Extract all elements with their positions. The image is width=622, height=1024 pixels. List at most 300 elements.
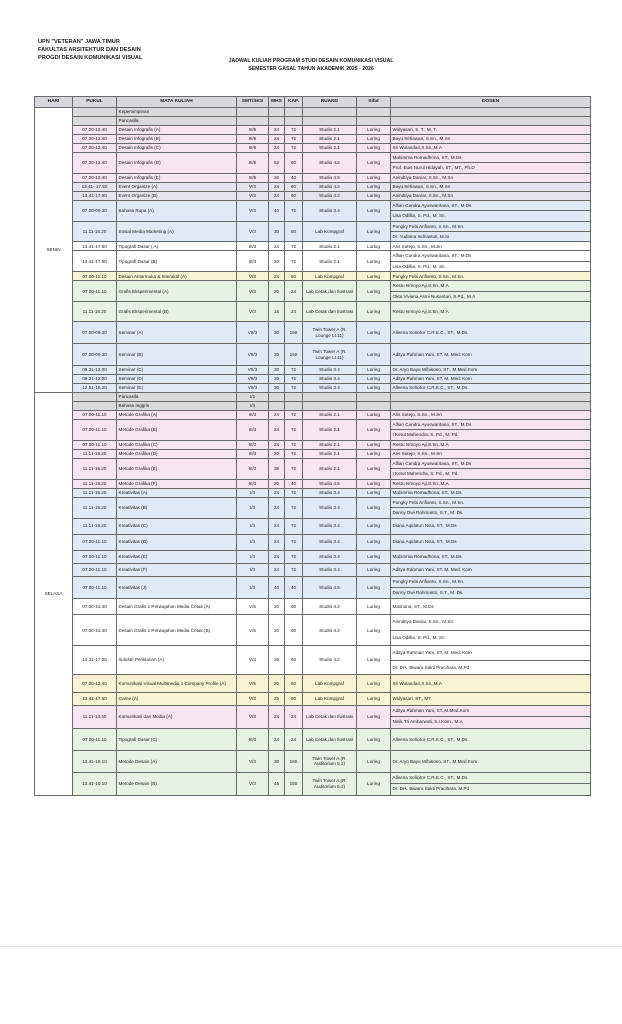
cell-kap: 72 bbox=[285, 366, 303, 375]
cell-pukul: 11.11-15.20 bbox=[73, 458, 117, 479]
cell-mata-kuliah: Game (A) bbox=[117, 692, 237, 705]
cell-mata-kuliah: Metode Grafika (C) bbox=[117, 440, 237, 449]
cell-kap: 72 bbox=[285, 384, 303, 393]
cell-ruang: Studio 4.2 bbox=[303, 182, 357, 191]
cell-mata-kuliah: Kepemimpinan bbox=[117, 108, 237, 117]
cell-sifat: Luring bbox=[357, 705, 391, 728]
cell-mata-kuliah: Desain Infografis (B) bbox=[117, 135, 237, 144]
cell-kap: 150 bbox=[285, 750, 303, 772]
cell-ruang: Studio 2.1 bbox=[303, 420, 357, 441]
table-header-row bbox=[35, 97, 591, 108]
cell-mhs bbox=[269, 108, 285, 117]
lecturer-name: Bayu Setiawan, S.Sn., M.Sn bbox=[392, 136, 451, 142]
cell-mata-kuliah: Metode Grafika (B) bbox=[117, 420, 237, 441]
col-mhs: MHS bbox=[269, 97, 285, 108]
cell-mhs: 30 bbox=[269, 322, 285, 344]
lecturer-name: Anindtiya Daniar, S.Sn., M.Sn bbox=[392, 193, 454, 199]
cell-ruang: Studio 3.4 bbox=[303, 366, 357, 375]
cell-sifat: Luring bbox=[357, 182, 391, 191]
cell-sifat: Luring bbox=[357, 153, 391, 174]
cell-dosen bbox=[391, 449, 591, 458]
cell-pukul: 13.41-17.50 bbox=[73, 242, 117, 251]
cell-ruang: Twin Tower A (R. Lounge Lt.11) bbox=[303, 322, 357, 344]
cell-pukul: 14.31-17.00 bbox=[73, 646, 117, 675]
table-row bbox=[35, 200, 591, 221]
cell-sifat: Luring bbox=[357, 458, 391, 479]
cell-mhs: 24 bbox=[269, 144, 285, 153]
col-kap: KAP. bbox=[285, 97, 303, 108]
cell-mata-kuliah: Event Organize (A) bbox=[117, 182, 237, 191]
cell-smt-sks: V/3 bbox=[237, 281, 269, 302]
table-row bbox=[35, 402, 591, 411]
cell-mhs: 40 bbox=[269, 200, 285, 221]
table-row bbox=[35, 479, 591, 488]
cell-smt-sks: I/3 bbox=[237, 576, 269, 599]
cell-smt-sks: V/3 bbox=[237, 692, 269, 705]
cell-ruang: Studio 4.5 bbox=[303, 479, 357, 488]
lecturer-name: Widyasari, ST., MT bbox=[392, 696, 432, 702]
cell-smt-sks: III/3 bbox=[237, 411, 269, 420]
cell-dosen bbox=[391, 615, 591, 646]
cell-kap: 72 bbox=[285, 534, 303, 550]
cell-ruang: Studio 2.1 bbox=[303, 411, 357, 420]
cell-sifat: Luring bbox=[357, 420, 391, 441]
cell-sifat: Luring bbox=[357, 550, 391, 563]
lecturer-name: Pungky Febi Arifianto, S.Sn., M.Sn. bbox=[392, 223, 465, 229]
cell-sifat: Luring bbox=[357, 242, 391, 251]
cell-dosen bbox=[391, 182, 591, 191]
cell-mhs: 30 bbox=[269, 750, 285, 772]
cell-sifat bbox=[357, 402, 391, 411]
cell-mata-kuliah: Desain Grafis 1 Perwajahan Media Cetak (A) bbox=[117, 599, 237, 615]
cell-ruang: Studio 3.4 bbox=[303, 518, 357, 534]
cell-mhs: 20 bbox=[269, 449, 285, 458]
cell-ruang: Studio 3.4 bbox=[303, 200, 357, 221]
cell-mhs: 16 bbox=[269, 302, 285, 322]
lecturer-name: Aditya Rahman Yani, ST. M. Med. Kom bbox=[392, 376, 472, 382]
cell-dosen bbox=[391, 272, 591, 281]
cell-mata-kuliah: Desain Infografis (E) bbox=[117, 173, 237, 182]
cell-smt-sks: I/3 bbox=[237, 534, 269, 550]
cell-mata-kuliah: Kreativitas (F) bbox=[117, 563, 237, 576]
cell-smt-sks: III/3 bbox=[237, 242, 269, 251]
col-dosen: DOSEN bbox=[391, 97, 591, 108]
table-row bbox=[35, 449, 591, 458]
cell-mhs: 26 bbox=[269, 173, 285, 182]
cell-mhs: 30 bbox=[269, 384, 285, 393]
cell-mata-kuliah: Sosial Media Marketing (A) bbox=[117, 221, 237, 242]
cell-sifat bbox=[357, 117, 391, 126]
cell-smt-sks bbox=[237, 117, 269, 126]
cell-sifat: Luring bbox=[357, 488, 391, 497]
cell-mata-kuliah: Desain Infografis (C) bbox=[117, 144, 237, 153]
cell-dosen bbox=[391, 281, 591, 302]
table-row bbox=[35, 599, 591, 615]
cell-kap: 60 bbox=[285, 599, 303, 615]
cell-ruang: Twin Tower A (R. Lounge Lt.11) bbox=[303, 344, 357, 366]
cell-kap bbox=[285, 108, 303, 117]
cell-sifat: Luring bbox=[357, 281, 391, 302]
lecturer-name: Prof. Euis Nurul Hidayah, ST., MT., Ph.D bbox=[391, 162, 590, 172]
col-hari: HARI bbox=[35, 97, 73, 108]
cell-dosen bbox=[391, 728, 591, 750]
cell-ruang: Studio 4.2 bbox=[303, 615, 357, 646]
table-row bbox=[35, 772, 591, 795]
cell-mata-kuliah: Metode Grafika (A) bbox=[117, 411, 237, 420]
table-row bbox=[35, 322, 591, 344]
cell-dosen bbox=[391, 458, 591, 479]
cell-ruang: Lab Kompgraf bbox=[303, 674, 357, 692]
cell-sifat: Luring bbox=[357, 599, 391, 615]
cell-pukul: 07.00-11.10 bbox=[73, 272, 117, 281]
cell-ruang: Studio 4.2 bbox=[303, 646, 357, 675]
cell-dosen bbox=[391, 402, 591, 411]
cell-mhs: 24 bbox=[269, 126, 285, 135]
schedule-title: JADWAL KULIAH PROGRAM STUDI DESAIN KOMUNIKASI VISUAL bbox=[228, 58, 394, 64]
cell-pukul: 07.00-09.30 bbox=[73, 322, 117, 344]
cell-pukul: 13.41-16.10 bbox=[73, 750, 117, 772]
cell-mhs: 30 bbox=[269, 344, 285, 366]
lecturer-name: Aditya Rahman Yani, ST. M. Med. Kom bbox=[392, 650, 472, 656]
cell-smt-sks: VII/3 bbox=[237, 344, 269, 366]
program-name: PROGDI DESAIN KOMUNIKASI VISUAL bbox=[38, 55, 143, 62]
cell-pukul: 07.00-09.30 bbox=[73, 344, 117, 366]
cell-sifat: Luring bbox=[357, 251, 391, 272]
cell-ruang: Studio 4.5 bbox=[303, 576, 357, 599]
cell-dosen bbox=[391, 534, 591, 550]
cell-mata-kuliah: Tipografi Dasar (C) bbox=[117, 728, 237, 750]
cell-kap: 50 bbox=[285, 272, 303, 281]
cell-smt-sks: V/3 bbox=[237, 646, 269, 675]
cell-pukul: 11.11-15.20 bbox=[73, 518, 117, 534]
table-row bbox=[35, 135, 591, 144]
cell-dosen bbox=[391, 322, 591, 344]
cell-mhs: 52 bbox=[269, 153, 285, 174]
cell-smt-sks: III/3 bbox=[237, 251, 269, 272]
table-row bbox=[35, 420, 591, 441]
col-ruang: RUANG bbox=[303, 97, 357, 108]
cell-sifat: Luring bbox=[357, 692, 391, 705]
cell-pukul: 11.11-15.20 bbox=[73, 302, 117, 322]
cell-mata-kuliah: Grafis Eksperimental (B) bbox=[117, 302, 237, 322]
lecturer-name: Alfian Candra Ayuswantana, ST., M.Ds bbox=[392, 422, 472, 428]
cell-ruang: Studio 2.1 bbox=[303, 449, 357, 458]
cell-dosen bbox=[391, 750, 591, 772]
cell-kap: 40 bbox=[285, 479, 303, 488]
cell-kap: 72 bbox=[285, 488, 303, 497]
cell-dosen bbox=[391, 411, 591, 420]
lecturer-name: Anindtiya Daniar, S.Sn., M.Sn bbox=[392, 175, 454, 181]
cell-sifat: Luring bbox=[357, 674, 391, 692]
cell-pukul: 11.11-13.40 bbox=[73, 705, 117, 728]
table-row bbox=[35, 534, 591, 550]
table-row bbox=[35, 153, 591, 174]
cell-smt-sks: VII/3 bbox=[237, 375, 269, 384]
lecturer-name: Alleena Solicitor C.R.E.C., ST., M.Ds. bbox=[392, 774, 469, 780]
cell-dosen bbox=[391, 393, 591, 402]
lecturer-name: Sri Wulandari,S.Sn.,M.A bbox=[392, 145, 442, 151]
cell-dosen bbox=[391, 126, 591, 135]
cell-sifat: Luring bbox=[357, 646, 391, 675]
cell-pukul: 07.00-13.40 bbox=[73, 615, 117, 646]
cell-sifat: Luring bbox=[357, 366, 391, 375]
cell-ruang: Lab Kompgraf bbox=[303, 221, 357, 242]
cell-smt-sks: III/3 bbox=[237, 458, 269, 479]
table-row bbox=[35, 646, 591, 675]
cell-dosen bbox=[391, 302, 591, 322]
cell-kap: 150 bbox=[285, 344, 303, 366]
cell-mata-kuliah: Industri Periklanan (A) bbox=[117, 646, 237, 675]
cell-mata-kuliah: Metode Desain (A) bbox=[117, 750, 237, 772]
cell-kap: 60 bbox=[285, 153, 303, 174]
cell-pukul: 11.11-15.20 bbox=[73, 221, 117, 242]
table-row bbox=[35, 191, 591, 200]
lecturer-name: Mahimma Romadhona, ST., M.Ds. bbox=[392, 490, 463, 496]
cell-mhs: 24 bbox=[269, 550, 285, 563]
cell-pukul bbox=[73, 117, 117, 126]
cell-mata-kuliah: Event Organize (B) bbox=[117, 191, 237, 200]
cell-pukul: 07.00-11.10 bbox=[73, 576, 117, 599]
cell-kap bbox=[285, 393, 303, 402]
cell-mhs bbox=[269, 402, 285, 411]
cell-pukul: 07.00-11.10 bbox=[73, 550, 117, 563]
cell-dosen bbox=[391, 117, 591, 126]
cell-pukul: 11.11-15.20 bbox=[73, 449, 117, 458]
cell-pukul: 07.00-11.10 bbox=[73, 411, 117, 420]
cell-kap: 72 bbox=[285, 518, 303, 534]
cell-mata-kuliah: Tipografi Dasar (B) bbox=[117, 251, 237, 272]
cell-sifat: Luring bbox=[357, 411, 391, 420]
cell-pukul: 07.00-13.40 bbox=[73, 599, 117, 615]
lecturer-name: I Ketut Mahendra, S. Pd., M. Pd. bbox=[391, 468, 590, 478]
cell-smt-sks: VII/3 bbox=[237, 366, 269, 375]
cell-kap: 50 bbox=[285, 692, 303, 705]
cell-smt-sks: V/3 bbox=[237, 705, 269, 728]
cell-dosen bbox=[391, 692, 591, 705]
day-cell: SENIN bbox=[35, 108, 73, 393]
lecturer-name: Lisa Odillia, S. Pd., M. Sn. bbox=[391, 630, 590, 645]
cell-pukul: 13.41-17.50 bbox=[73, 191, 117, 200]
cell-ruang: Lab Kompgraf bbox=[303, 692, 357, 705]
table-row bbox=[35, 173, 591, 182]
cell-dosen bbox=[391, 646, 591, 675]
table-row bbox=[35, 221, 591, 242]
cell-pukul bbox=[73, 393, 117, 402]
cell-dosen bbox=[391, 440, 591, 449]
cell-kap: 72 bbox=[285, 375, 303, 384]
cell-pukul: 07.00-11.10 bbox=[73, 563, 117, 576]
cell-dosen bbox=[391, 344, 591, 366]
cell-sifat: Luring bbox=[357, 518, 391, 534]
cell-dosen bbox=[391, 705, 591, 728]
cell-dosen bbox=[391, 242, 591, 251]
cell-pukul: 07.00-13.40 bbox=[73, 674, 117, 692]
lecturer-name: Lisa Odillia, S. Pd., M. Sn. bbox=[391, 210, 590, 220]
cell-smt-sks: I/3 bbox=[237, 563, 269, 576]
cell-mata-kuliah: Seminar (C) bbox=[117, 366, 237, 375]
col-sifat: Sifat bbox=[357, 97, 391, 108]
cell-ruang bbox=[303, 402, 357, 411]
table-row bbox=[35, 375, 591, 384]
cell-sifat bbox=[357, 108, 391, 117]
cell-ruang: Studio 4.2 bbox=[303, 191, 357, 200]
lecturer-name: Lisa Odillia, S. Pd., M. Sn. bbox=[391, 261, 590, 271]
cell-kap: 24 bbox=[285, 705, 303, 728]
cell-kap: 72 bbox=[285, 458, 303, 479]
cell-dosen bbox=[391, 375, 591, 384]
cell-pukul: 11.11-15.20 bbox=[73, 479, 117, 488]
lecturer-name: Danny Dwi Rahmanto, S.T., M. Ds. bbox=[391, 507, 590, 517]
cell-ruang: Studio 3.4 bbox=[303, 550, 357, 563]
cell-ruang: Studio 4.2 bbox=[303, 599, 357, 615]
cell-kap: 50 bbox=[285, 674, 303, 692]
cell-pukul: 07.00-13.40 bbox=[73, 126, 117, 135]
lecturer-name: Aditya Rahman Yani, ST. M. Med. Kom bbox=[392, 351, 472, 357]
cell-pukul: 12.51-15.20 bbox=[73, 384, 117, 393]
cell-mhs: 20 bbox=[269, 281, 285, 302]
lecturer-name: Alfian Candra Ayuswantana, ST., M.Ds bbox=[392, 253, 472, 259]
cell-mhs: 38 bbox=[269, 458, 285, 479]
cell-mhs: 25 bbox=[269, 646, 285, 675]
cell-dosen bbox=[391, 599, 591, 615]
cell-dosen bbox=[391, 135, 591, 144]
lecturer-name: Pungky Febi Arifianto, S.Sn., M.Sn. bbox=[392, 273, 465, 279]
cell-smt-sks: V/3 bbox=[237, 302, 269, 322]
cell-mata-kuliah: Desain Antarmuka & Interaktif (A) bbox=[117, 272, 237, 281]
cell-dosen bbox=[391, 420, 591, 441]
cell-pukul: 07.00-11.10 bbox=[73, 728, 117, 750]
cell-mata-kuliah: Metode Grafika (D) bbox=[117, 449, 237, 458]
cell-dosen bbox=[391, 200, 591, 221]
cell-mhs: 24 bbox=[269, 182, 285, 191]
lecturer-name: Dr. Aryo Bayu Wibisono, ST., M.Med.Kom bbox=[392, 367, 478, 373]
cell-mhs: 20 bbox=[269, 615, 285, 646]
cell-dosen bbox=[391, 563, 591, 576]
lecturer-name: Sri Wulandari,S.Sn.,M.A bbox=[392, 680, 442, 686]
cell-pukul: 09.31-12.00 bbox=[73, 366, 117, 375]
cell-mhs: 24 bbox=[269, 488, 285, 497]
lecturer-name: Aris Sutejo, S.Sn., M.Sn bbox=[392, 243, 442, 249]
cell-ruang: Lab Cetak dan Ilustrasi bbox=[303, 281, 357, 302]
cell-mata-kuliah: Metode Grafika (F) bbox=[117, 479, 237, 488]
cell-mata-kuliah: Kreativitas (D) bbox=[117, 534, 237, 550]
cell-ruang: Lab Kompgraf bbox=[303, 272, 357, 281]
lecturer-name: Dr. Yudiana Indriastuti, M.Si bbox=[391, 231, 590, 241]
cell-sifat: Luring bbox=[357, 126, 391, 135]
cell-ruang: Studio 3.4 bbox=[303, 375, 357, 384]
cell-smt-sks: III/3 bbox=[237, 449, 269, 458]
table-row bbox=[35, 393, 591, 402]
cell-kap: 72 bbox=[285, 144, 303, 153]
cell-smt-sks: III/3 bbox=[237, 440, 269, 449]
table-row bbox=[35, 117, 591, 126]
cell-sifat: Luring bbox=[357, 144, 391, 153]
cell-dosen bbox=[391, 366, 591, 375]
cell-mata-kuliah: Metode Grafika (E) bbox=[117, 458, 237, 479]
cell-dosen bbox=[391, 550, 591, 563]
cell-smt-sks: V/3 bbox=[237, 182, 269, 191]
table-row bbox=[35, 563, 591, 576]
cell-sifat: Luring bbox=[357, 534, 391, 550]
cell-mhs: 24 bbox=[269, 191, 285, 200]
cell-sifat: Luring bbox=[357, 272, 391, 281]
cell-smt-sks bbox=[237, 108, 269, 117]
cell-dosen bbox=[391, 497, 591, 518]
cell-ruang: Studio 3.4 bbox=[303, 497, 357, 518]
cell-smt-sks: V/5 bbox=[237, 615, 269, 646]
cell-sifat: Luring bbox=[357, 191, 391, 200]
cell-pukul: 07.00-13.40 bbox=[73, 144, 117, 153]
table-row bbox=[35, 488, 591, 497]
cell-kap: 72 bbox=[285, 135, 303, 144]
cell-pukul: 07.00-11.10 bbox=[73, 440, 117, 449]
cell-mhs: 20 bbox=[269, 599, 285, 615]
cell-mhs: 24 bbox=[269, 705, 285, 728]
cell-dosen bbox=[391, 772, 591, 795]
cell-pukul: 07.00-11.10 bbox=[73, 420, 117, 441]
cell-smt-sks: I/3 bbox=[237, 497, 269, 518]
cell-mata-kuliah: Desain Infografis (D) bbox=[117, 153, 237, 174]
cell-smt-sks: III/5 bbox=[237, 135, 269, 144]
table-row bbox=[35, 458, 591, 479]
cell-kap: 150 bbox=[285, 772, 303, 795]
cell-mhs bbox=[269, 117, 285, 126]
lecturer-name: Aditya Rahman Yani, ST.,M.Med.Kom bbox=[392, 707, 470, 713]
cell-smt-sks: III/5 bbox=[237, 126, 269, 135]
cell-kap bbox=[285, 117, 303, 126]
cell-mata-kuliah: Tipografi Dasar ( A) bbox=[117, 242, 237, 251]
cell-ruang: Studio 4.5 bbox=[303, 173, 357, 182]
lecturer-name: Restu Ismoyo Aji,S.Sn.,M.A bbox=[392, 442, 449, 448]
table-row bbox=[35, 497, 591, 518]
lecturer-name: Aris Sutejo, S.Sn., M.Sn bbox=[392, 451, 442, 457]
cell-mhs: 30 bbox=[269, 375, 285, 384]
lecturer-name: Alleena Solicitor C.R.E.C., ST., M.Ds. bbox=[392, 329, 469, 335]
cell-ruang: Studio 2.1 bbox=[303, 135, 357, 144]
cell-mhs: 30 bbox=[269, 221, 285, 242]
cell-kap: 24 bbox=[285, 728, 303, 750]
cell-smt-sks: III/3 bbox=[237, 479, 269, 488]
cell-mata-kuliah: Grafis Eksperimental (A) bbox=[117, 281, 237, 302]
cell-pukul: 09.31-12.00 bbox=[73, 375, 117, 384]
lecturer-name: Dr. Drs. Biwara Sakti Pracihara, M.Pd bbox=[391, 783, 590, 794]
cell-smt-sks: I/3 bbox=[237, 402, 269, 411]
lecturer-name: Restu Ismoyo Aji,S.Sn.,M.A bbox=[392, 283, 449, 289]
cell-mata-kuliah: Komunikasi Visual Multimedia 1 Company Profile (A) bbox=[117, 674, 237, 692]
cell-mhs bbox=[269, 393, 285, 402]
cell-smt-sks: V/3 bbox=[237, 221, 269, 242]
cell-sifat: Luring bbox=[357, 576, 391, 599]
cell-mata-kuliah: Metode Desain (B) bbox=[117, 772, 237, 795]
lecturer-name: Diana Aqidatun Nisa, ST., M.Ds bbox=[392, 539, 457, 545]
cell-mata-kuliah: Pancasila bbox=[117, 393, 237, 402]
table-row bbox=[35, 440, 591, 449]
cell-pukul: 13.41-17.50 bbox=[73, 692, 117, 705]
cell-mata-kuliah: Kreativitas (E) bbox=[117, 550, 237, 563]
cell-sifat: Luring bbox=[357, 449, 391, 458]
cell-kap: 72 bbox=[285, 411, 303, 420]
cell-dosen bbox=[391, 153, 591, 174]
cell-smt-sks: VII/3 bbox=[237, 322, 269, 344]
cell-pukul bbox=[73, 108, 117, 117]
cell-ruang: Lab Cetak dan Ilustrasi bbox=[303, 705, 357, 728]
cell-sifat: Luring bbox=[357, 344, 391, 366]
cell-pukul: 13.41- 17.50 bbox=[73, 182, 117, 191]
lecturer-name: Mahimma Romadhona, ST., M.Ds. bbox=[392, 155, 463, 160]
lecturer-name: Pungky Febi Arifianto, S.Sn., M.Sn. bbox=[392, 499, 465, 505]
cell-kap: 24 bbox=[285, 281, 303, 302]
cell-mhs: 24 bbox=[269, 497, 285, 518]
